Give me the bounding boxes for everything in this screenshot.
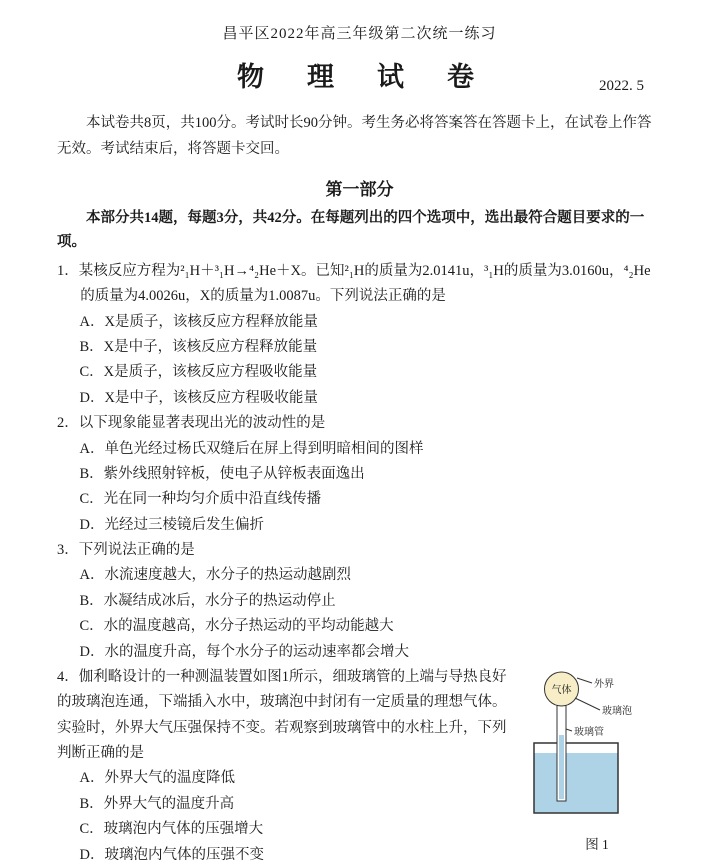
part-one-title: 第一部分 (325, 179, 394, 199)
question-1-stem (57, 259, 662, 310)
exam-general-instructions: 本试卷共8页，共100分。考试时长90分钟。考生务必将答案答在答题卡上，在试卷上作答无效。考试结束后，将答题卡交回。 (57, 115, 652, 157)
bulb-label: 玻璃泡 (602, 705, 632, 717)
question-1-option-c: C．X是质子，该核反应方程吸收能量 (79, 364, 318, 381)
question-4-option-a: A．外界大气的温度降低 (79, 770, 235, 787)
water-fill (534, 753, 618, 813)
outside-label: 外界 (594, 678, 614, 690)
question-3-stem (57, 538, 662, 563)
question-4-option-c: C．玻璃泡内气体的压强增大 (79, 821, 264, 838)
title-row (57, 55, 662, 99)
question-2-text: 以下现象能显著表现出光的波动性的是 (78, 415, 326, 432)
question-3-option-b: B．水凝结成冰后，水分子的热运动停止 (79, 592, 336, 609)
question-1-text: 某核反应方程为²₁H＋³₁H→⁴₂He＋X。已知²₁H的质量为2.0141u，³₁H的质量为3.0160u，⁴₂He的质量为4.0026u，X的质量为1.0087u。下列说法正确的是 (78, 262, 651, 305)
question-1-number: 1． (57, 262, 79, 279)
outside-leader-line (577, 678, 592, 683)
question-2-option-a: A．单色光经过杨氏双缝后在屏上得到明暗相间的图样 (79, 440, 424, 457)
question-2-number: 2． (57, 415, 79, 432)
question-4-option-b: B．外界大气的温度升高 (79, 795, 235, 812)
question-2-option-d: D．光经过三棱镜后发生偏折 (79, 516, 264, 533)
bulb-leader-line (575, 698, 600, 710)
exam-session-title: 昌平区2022年高三年级第二次统一练习 (222, 26, 497, 42)
question-1-options (57, 310, 662, 412)
question-2 (57, 411, 662, 538)
question-4 (57, 665, 662, 868)
question-3-text: 下列说法正确的是 (78, 542, 195, 558)
thermometer-diagram (524, 667, 670, 823)
question-2-option-b: B．紫外线照射锌板，使电子从锌板表面逸出 (79, 465, 365, 482)
gas-label: 气体 (551, 684, 572, 696)
figure-caption: 图 1 (585, 837, 609, 853)
question-1-option-b: B．X是中子，该核反应方程释放能量 (79, 339, 318, 355)
question-4-option-d: D．玻璃泡内气体的压强不变 (79, 846, 264, 863)
question-1-option-a: A．X是质子，该核反应方程释放能量 (79, 313, 318, 330)
question-3-options (57, 563, 662, 665)
question-4-number: 4． (57, 668, 79, 685)
part-one-instructions: 本部分共14题，每题3分，共42分。在每题列出的四个选项中，选出最符合题目要求的一项。 (57, 209, 645, 251)
question-3-option-d: D．水的温度升高，每个水分子的运动速率都会增大 (79, 643, 409, 660)
question-3-option-a: A．水流速度越大，水分子的热运动越剧烈 (79, 567, 351, 584)
question-2-option-c: C．光在同一种均匀介质中沿直线传播 (79, 491, 322, 508)
tube-label: 玻璃管 (574, 726, 604, 738)
question-2-stem (57, 411, 662, 436)
question-3-number: 3． (57, 542, 79, 558)
question-1-option-d: D．X是中子，该核反应方程吸收能量 (79, 389, 318, 406)
exam-date: 2022. 5 (599, 78, 644, 94)
figure-1 (524, 667, 670, 857)
page-title: 物 理 试 卷 (237, 62, 482, 92)
question-2-options (57, 437, 662, 539)
question-3-option-c: C．水的温度越高，水分子热运动的平均动能越大 (79, 618, 394, 635)
tube-leader-line (566, 729, 572, 731)
question-1 (57, 259, 662, 411)
question-4-text: 伽利略设计的一种测温装置如图1所示，细玻璃管的上端与导热良好的玻璃泡连通，下端插入水中，玻璃泡中封闭有一定质量的理想气体。实验时，外界大气压强保持不变。若观察到玻璃管中的水柱上升，下列判断正确的是 (57, 668, 507, 761)
question-3 (57, 538, 662, 665)
water-column (559, 735, 564, 799)
